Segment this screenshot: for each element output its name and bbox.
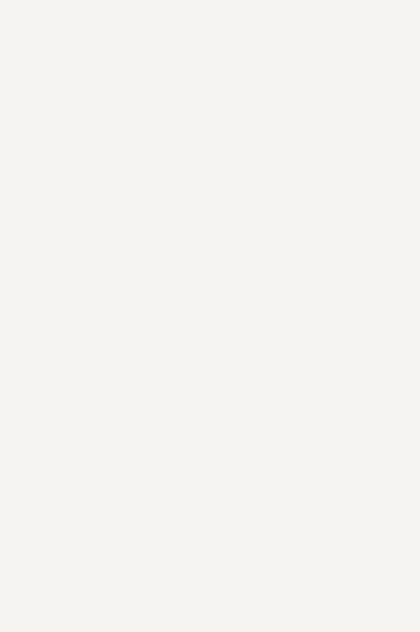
page-header [14, 14, 30, 29]
